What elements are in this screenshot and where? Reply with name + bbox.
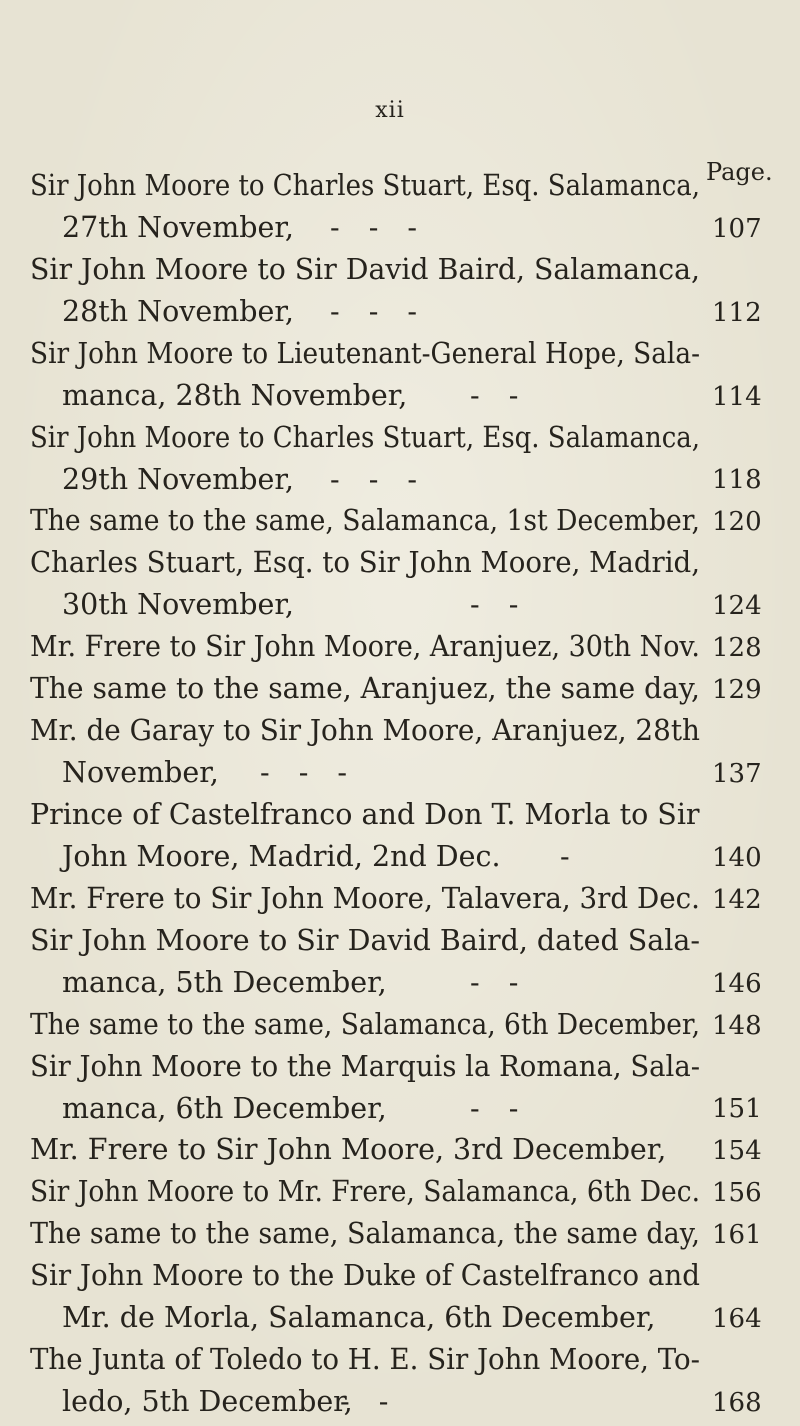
entry-line: Mr. Frere to Sir John Moore, 3rd December,	[30, 1133, 667, 1167]
page-number: 114	[712, 381, 762, 412]
dot-leader: - -	[470, 965, 529, 999]
entry-line: The same to the same, Salamanca, the same day,	[30, 1217, 700, 1251]
page-number: 142	[712, 884, 762, 915]
page-number: 168	[712, 1388, 762, 1418]
entry-line: 29th November,	[62, 462, 294, 496]
entry-line: Mr. de Morla, Salamanca, 6th December,	[62, 1301, 656, 1335]
entry-line: John Moore, Madrid, 2nd Dec.	[62, 839, 501, 873]
entry-line: Mr. Frere to Sir John Moore, Aranjuez, 30th Nov.	[30, 630, 700, 664]
dot-leader: - -	[470, 1091, 529, 1125]
entry-line: Mr. de Garay to Sir John Moore, Aranjuez, 28th	[30, 714, 700, 748]
entry-line: The same to the same, Salamanca, 6th December,	[30, 1007, 700, 1041]
entry-line: The same to the same, Aranjuez, the same day,	[30, 672, 700, 706]
entry-line: ledo, 5th December,	[62, 1385, 353, 1419]
entry-line: Sir John Moore to Lieutenant-General Hope, Sala-	[30, 336, 700, 370]
dot-leader: - - -	[260, 756, 358, 790]
page-number: 128	[712, 633, 762, 664]
entry-line: Sir John Moore to the Duke of Castelfranco and	[30, 1259, 700, 1293]
entry-line: manca, 5th December,	[62, 965, 387, 999]
entry-line: The same to the same, Salamanca, 1st December,	[30, 504, 700, 538]
page-number: 112	[712, 297, 762, 328]
page-number: 124	[712, 591, 762, 622]
dot-leader: - - -	[330, 462, 428, 496]
dot-leader: - -	[470, 588, 529, 622]
page-number: 161	[712, 1220, 762, 1251]
dot-leader: - -	[470, 378, 529, 412]
page-number: 137	[712, 759, 762, 789]
entry-line: 27th November,	[62, 210, 294, 244]
dot-leader: - - -	[330, 210, 428, 244]
page-number: 120	[712, 507, 762, 538]
entry-line: Charles Stuart, Esq. to Sir John Moore, Madrid,	[30, 546, 700, 580]
page-number: 146	[712, 968, 762, 999]
entry-line: Mr. Frere to Sir John Moore, Talavera, 3rd Dec.	[30, 881, 700, 915]
entry-line: Sir John Moore to Charles Stuart, Esq. Salamanca,	[30, 169, 700, 202]
page-column-heading: Page.	[706, 158, 773, 186]
entry-line: Sir John Moore to Sir David Baird, dated Sala-	[30, 923, 700, 957]
page-number: 107	[712, 213, 762, 244]
page-number: 154	[712, 1136, 762, 1167]
page-number: 118	[712, 465, 762, 496]
entry-line: 28th November,	[62, 294, 294, 328]
entry-line: manca, 28th November,	[62, 378, 408, 412]
folio-number: xii	[375, 98, 405, 123]
dot-leader: - -	[340, 1385, 399, 1419]
page-number: 148	[712, 1010, 762, 1041]
entry-line: The Junta of Toledo to H. E. Sir John Moore, To-	[30, 1343, 700, 1377]
page-number: 164	[712, 1304, 762, 1335]
entry-line: Sir John Moore to Charles Stuart, Esq. Salamanca,	[30, 420, 700, 454]
entry-line: Sir John Moore to Sir David Baird, Salamanca,	[30, 252, 700, 286]
entry-line: manca, 6th December,	[62, 1091, 387, 1125]
page-number: 129	[712, 675, 762, 706]
entry-line: Prince of Castelfranco and Don T. Morla to Sir	[30, 797, 700, 831]
page-number: 151	[712, 1094, 762, 1125]
entry-line: November,	[62, 756, 219, 790]
page-number: 156	[712, 1178, 762, 1209]
dot-leader: -	[560, 839, 580, 873]
entry-line: 30th November,	[62, 588, 294, 622]
entry-line: Sir John Moore to the Marquis la Romana, Sala-	[30, 1049, 700, 1083]
page-number: 140	[712, 842, 762, 873]
dot-leader: - - -	[330, 294, 428, 328]
entry-line: Sir John Moore to Mr. Frere, Salamanca, 6th Dec.	[30, 1175, 700, 1209]
